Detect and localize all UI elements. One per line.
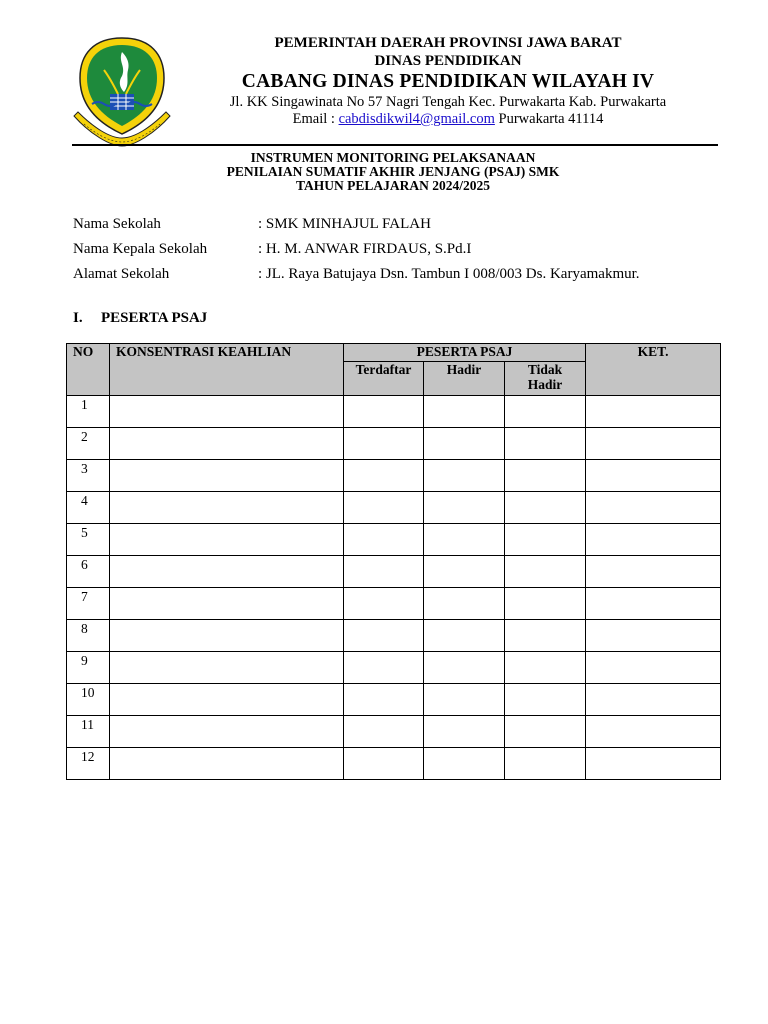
cell-terdaftar[interactable] xyxy=(344,748,424,780)
title-line-3: TAHUN PELAJARAN 2024/2025 xyxy=(295,178,490,193)
cell-ket[interactable] xyxy=(586,748,721,780)
city-postal-code: Purwakarta 41114 xyxy=(494,111,604,127)
title-line-2: PENILAIAN SUMATIF AKHIR JENJANG (PSAJ) SMK xyxy=(226,164,560,179)
table-row xyxy=(67,652,721,684)
cell-tidak-hadir[interactable] xyxy=(505,652,586,684)
cell-no: 8 xyxy=(67,620,110,652)
cell-ket[interactable] xyxy=(586,716,721,748)
identity-value: : H. M. ANWAR FIRDAUS, S.Pd.I xyxy=(258,241,472,257)
table-row xyxy=(67,620,721,652)
col-header-ket: KET. xyxy=(586,344,721,396)
cell-tidak-hadir[interactable] xyxy=(505,716,586,748)
cell-tidak-hadir[interactable] xyxy=(505,492,586,524)
cell-no: 7 xyxy=(67,588,110,620)
department-name: DINAS PENDIDIKAN xyxy=(374,53,522,69)
letterhead-divider xyxy=(72,144,718,146)
cell-terdaftar[interactable] xyxy=(344,428,424,460)
cell-konsentrasi[interactable] xyxy=(110,396,344,428)
jawa-barat-emblem-logo xyxy=(70,34,174,150)
cell-hadir[interactable] xyxy=(424,524,505,556)
cell-tidak-hadir[interactable] xyxy=(505,684,586,716)
cell-no: 6 xyxy=(67,556,110,588)
identity-value: : SMK MINHAJUL FALAH xyxy=(258,216,431,232)
section-title: PESERTA PSAJ xyxy=(101,310,208,326)
identity-label: Alamat Sekolah xyxy=(73,266,170,282)
cell-tidak-hadir[interactable] xyxy=(505,524,586,556)
cell-konsentrasi[interactable] xyxy=(110,684,344,716)
cell-ket[interactable] xyxy=(586,588,721,620)
table-row xyxy=(67,716,721,748)
col-header-terdaftar: Terdaftar xyxy=(344,362,424,396)
cell-tidak-hadir[interactable] xyxy=(505,556,586,588)
cell-ket[interactable] xyxy=(586,492,721,524)
cell-hadir[interactable] xyxy=(424,492,505,524)
identity-row-address xyxy=(73,266,640,291)
table-body xyxy=(67,396,721,780)
cell-ket[interactable] xyxy=(586,620,721,652)
cell-no: 9 xyxy=(67,652,110,684)
identity-label: Nama Sekolah xyxy=(73,216,161,232)
title-line-1: INSTRUMEN MONITORING PELAKSANAAN xyxy=(250,150,536,165)
cell-hadir[interactable] xyxy=(424,652,505,684)
cell-hadir[interactable] xyxy=(424,588,505,620)
cell-tidak-hadir[interactable] xyxy=(505,428,586,460)
cell-hadir[interactable] xyxy=(424,396,505,428)
table-row xyxy=(67,588,721,620)
cell-terdaftar[interactable] xyxy=(344,524,424,556)
table-row xyxy=(67,492,721,524)
table-row xyxy=(67,748,721,780)
participants-table xyxy=(66,343,721,780)
cell-no: 11 xyxy=(67,716,110,748)
cell-hadir[interactable] xyxy=(424,556,505,588)
col-header-peserta: PESERTA PSAJ xyxy=(344,344,586,362)
identity-value: : JL. Raya Batujaya Dsn. Tambun I 008/003 Ds. Karyamakmur. xyxy=(258,266,640,282)
cell-tidak-hadir[interactable] xyxy=(505,748,586,780)
cell-ket[interactable] xyxy=(586,556,721,588)
cell-terdaftar[interactable] xyxy=(344,684,424,716)
cell-terdaftar[interactable] xyxy=(344,652,424,684)
cell-hadir[interactable] xyxy=(424,428,505,460)
cell-hadir[interactable] xyxy=(424,620,505,652)
cell-hadir[interactable] xyxy=(424,460,505,492)
identity-row-school-name xyxy=(73,216,640,241)
table-row xyxy=(67,684,721,716)
col-header-hadir: Hadir xyxy=(424,362,505,396)
cell-konsentrasi[interactable] xyxy=(110,460,344,492)
cell-terdaftar[interactable] xyxy=(344,492,424,524)
email-link[interactable]: cabdisdikwil4@gmail.com xyxy=(338,111,495,127)
cell-no: 1 xyxy=(67,396,110,428)
cell-tidak-hadir[interactable] xyxy=(505,396,586,428)
letterhead xyxy=(198,34,698,128)
cell-terdaftar[interactable] xyxy=(344,716,424,748)
government-name: PEMERINTAH DAERAH PROVINSI JAWA BARAT xyxy=(274,35,622,51)
table-row xyxy=(67,524,721,556)
table-row xyxy=(67,428,721,460)
table-row xyxy=(67,396,721,428)
cell-no: 3 xyxy=(67,460,110,492)
cell-no: 10 xyxy=(67,684,110,716)
office-address: Jl. KK Singawinata No 57 Nagri Tengah Kec. Purwakarta Kab. Purwakarta xyxy=(229,94,667,110)
cell-terdaftar[interactable] xyxy=(344,556,424,588)
cell-tidak-hadir[interactable] xyxy=(505,588,586,620)
table-row xyxy=(67,556,721,588)
identity-label: Nama Kepala Sekolah xyxy=(73,241,208,257)
cell-tidak-hadir[interactable] xyxy=(505,460,586,492)
cell-terdaftar[interactable] xyxy=(344,396,424,428)
cell-hadir[interactable] xyxy=(424,748,505,780)
col-header-no: NO xyxy=(67,344,110,396)
cell-no: 5 xyxy=(67,524,110,556)
cell-ket[interactable] xyxy=(586,396,721,428)
cell-konsentrasi[interactable] xyxy=(110,556,344,588)
school-identity xyxy=(73,216,640,291)
cell-terdaftar[interactable] xyxy=(344,588,424,620)
cell-konsentrasi[interactable] xyxy=(110,652,344,684)
cell-no: 2 xyxy=(67,428,110,460)
section-number: I. xyxy=(73,310,83,326)
cell-ket[interactable] xyxy=(586,524,721,556)
col-header-konsentrasi: KONSENTRASI KEAHLIAN xyxy=(110,344,344,396)
cell-konsentrasi[interactable] xyxy=(110,588,344,620)
cell-konsentrasi[interactable] xyxy=(110,428,344,460)
cell-konsentrasi[interactable] xyxy=(110,748,344,780)
identity-row-principal xyxy=(73,241,640,266)
cell-konsentrasi[interactable] xyxy=(110,492,344,524)
cell-tidak-hadir[interactable] xyxy=(505,620,586,652)
table-row xyxy=(67,460,721,492)
cell-terdaftar[interactable] xyxy=(344,620,424,652)
table-header-row xyxy=(67,344,721,362)
section-heading xyxy=(73,310,207,327)
branch-office-name: CABANG DINAS PENDIDIKAN WILAYAH IV xyxy=(241,71,655,92)
cell-konsentrasi[interactable] xyxy=(110,716,344,748)
cell-konsentrasi[interactable] xyxy=(110,620,344,652)
cell-ket[interactable] xyxy=(586,460,721,492)
cell-no: 12 xyxy=(67,748,110,780)
cell-konsentrasi[interactable] xyxy=(110,524,344,556)
cell-ket[interactable] xyxy=(586,652,721,684)
cell-no: 4 xyxy=(67,492,110,524)
cell-ket[interactable] xyxy=(586,684,721,716)
cell-hadir[interactable] xyxy=(424,684,505,716)
contact-line xyxy=(198,111,698,128)
cell-ket[interactable] xyxy=(586,428,721,460)
email-label: Email : xyxy=(292,111,339,127)
col-header-tidak-hadir: Tidak Hadir xyxy=(505,362,586,396)
cell-terdaftar[interactable] xyxy=(344,460,424,492)
cell-hadir[interactable] xyxy=(424,716,505,748)
document-title xyxy=(72,151,714,193)
